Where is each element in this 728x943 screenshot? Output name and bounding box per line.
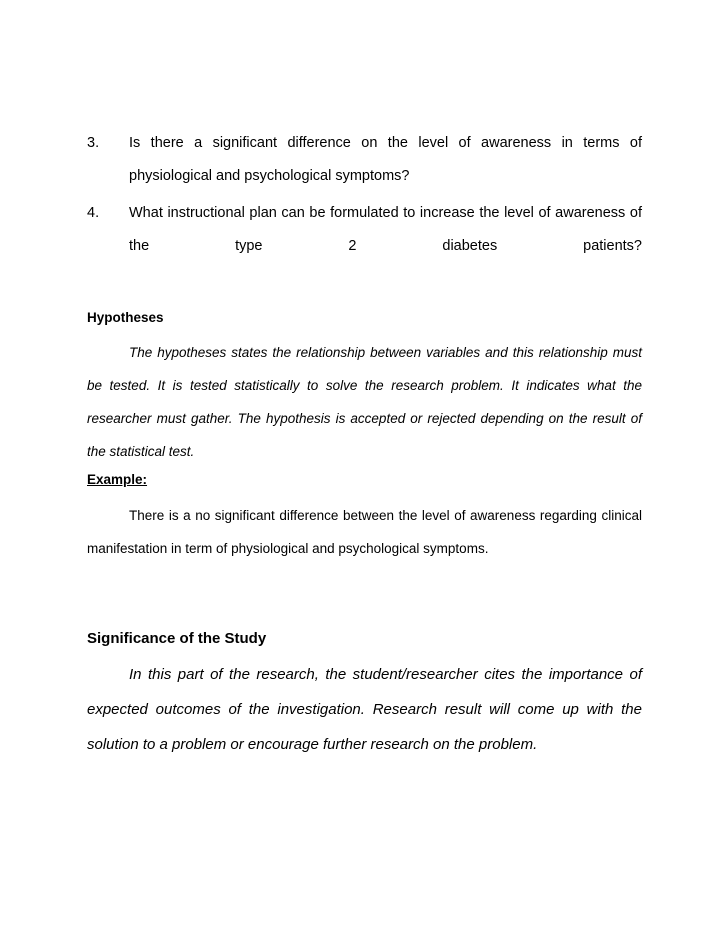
hypotheses-heading: Hypotheses [87, 310, 164, 325]
question-text: Is there a significant difference on the level of awareness in terms of physiological and psychological symptoms? [129, 135, 642, 184]
significance-heading: Significance of the Study [87, 630, 267, 647]
example-paragraph: There is a no significant difference between the level of awareness regarding clinical manifestation in term of physiological and psychological symptoms. [87, 508, 642, 556]
hypotheses-paragraph: The hypotheses states the relationship between variables and this relationship must be tested. It is tested statistically to solve the research problem. It indicates what the researcher must gather. The hypothesis is accepted or rejected depending on the result of the statistical test. [87, 345, 642, 459]
significance-paragraph: In this part of the research, the student/researcher cites the importance of expected outcomes of the investigation. Research result will come up with the solution to a problem or encourage further research on the problem. [87, 666, 642, 753]
question-number: 4. [87, 205, 100, 221]
question-text: What instructional plan can be formulated to increase the level of awareness of the type 2 diabetes patients? [129, 205, 642, 254]
example-label: Example: [87, 472, 148, 487]
question-number: 3. [87, 135, 100, 151]
